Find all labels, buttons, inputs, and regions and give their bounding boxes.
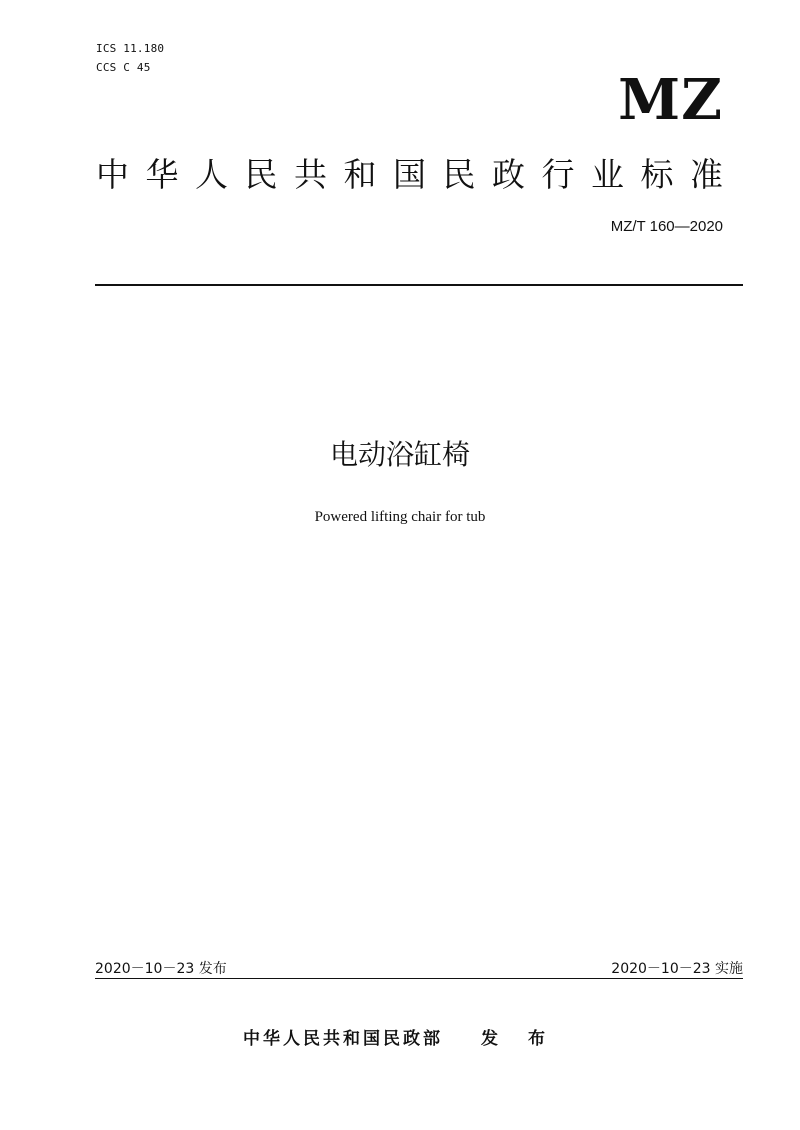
standard-number: MZ/T 160—2020 [610,218,723,235]
document-title-english: Powered lifting chair for tub [314,509,486,525]
publisher-line [0,1025,800,1053]
document-title-chinese: 电动浴缸椅 [329,438,470,471]
ccs-code: CCS C 45 [96,61,151,74]
standard-category-title: 中华人民共和国民政行业标准 [96,155,740,194]
top-divider [95,284,743,286]
issue-date: 2020－10－23 发布 [95,961,227,977]
ics-code: ICS 11.180 [96,42,165,55]
effective-date: 2020－10－23 实施 [611,961,743,977]
mz-logo: MZ [618,67,723,133]
bottom-divider [95,978,743,979]
publisher-name: 中华人民共和国民政部 [243,1029,444,1049]
publisher-action: 发 布 [481,1029,557,1049]
